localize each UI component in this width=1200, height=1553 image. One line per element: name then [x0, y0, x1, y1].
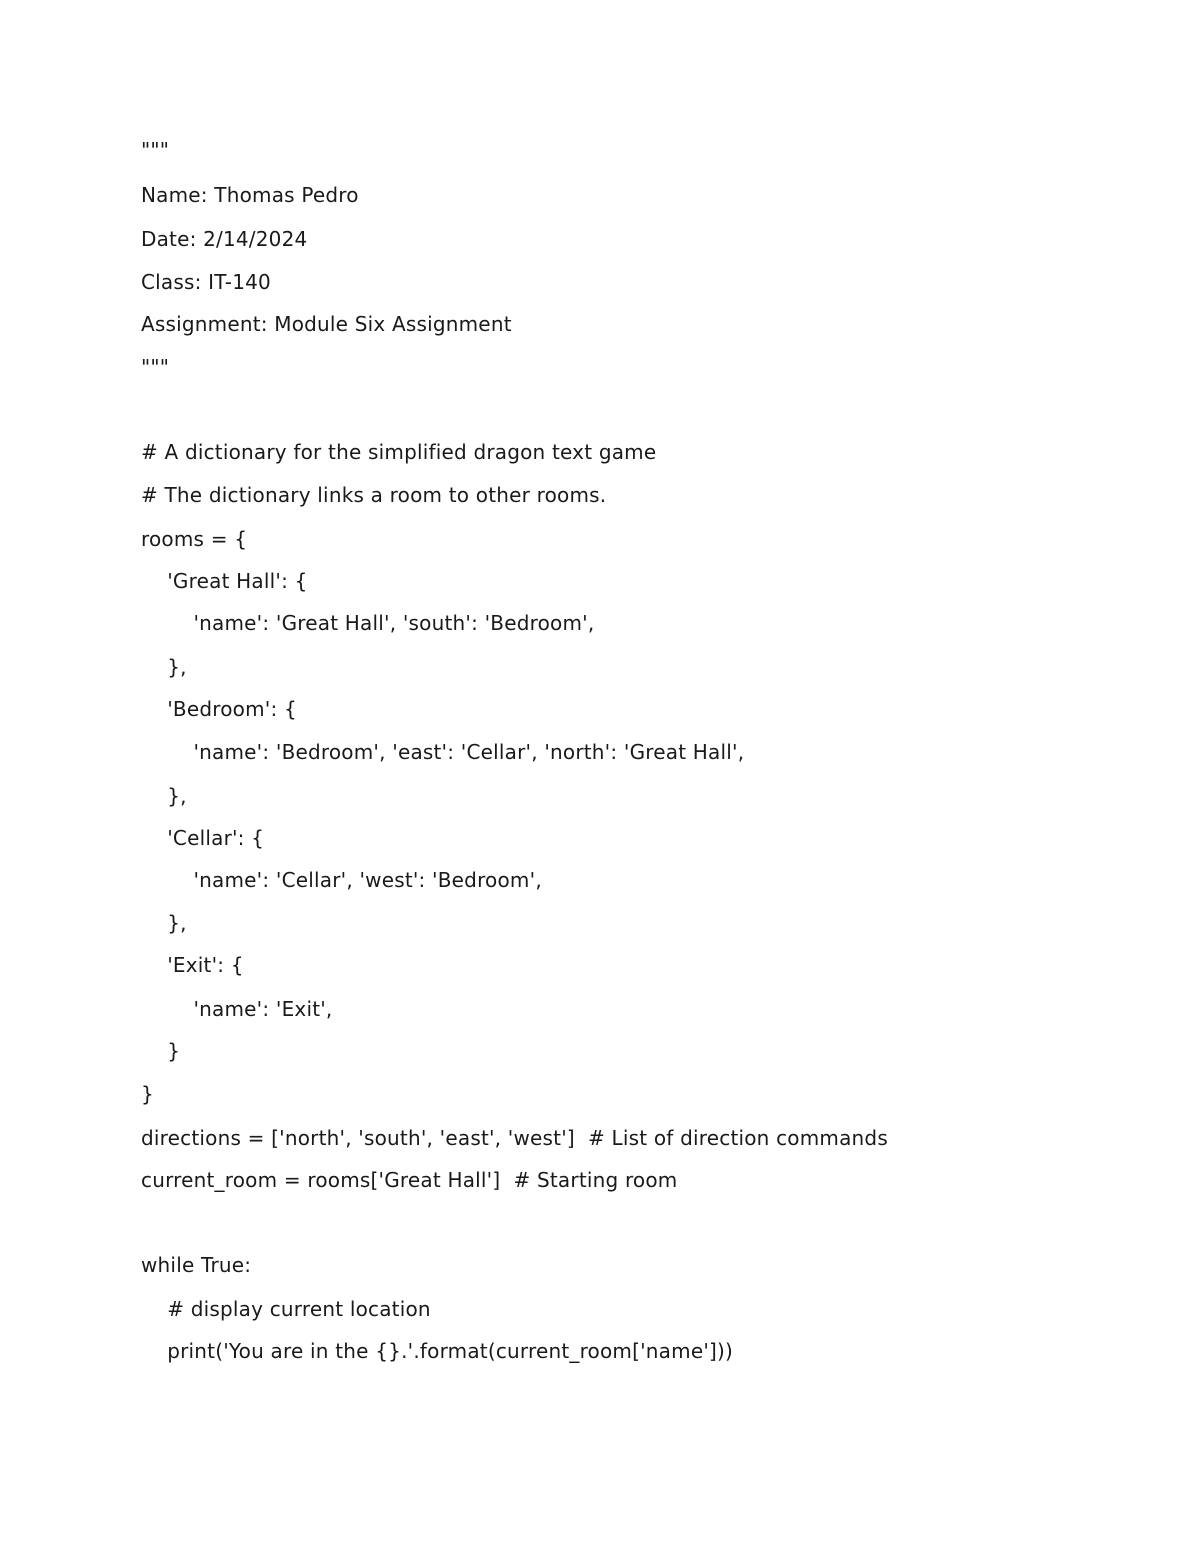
code-line: Assignment: Module Six Assignment [141, 312, 512, 336]
code-line: # A dictionary for the simplified dragon text game [141, 440, 657, 464]
code-line: Class: IT-140 [141, 270, 271, 294]
code-line: 'Exit': { [141, 953, 244, 977]
code-line: 'Cellar': { [141, 826, 265, 850]
code-line: } [141, 1039, 181, 1063]
code-line: print('You are in the {}.'.format(current_room['name'])) [141, 1339, 734, 1363]
code-line: 'name': 'Cellar', 'west': 'Bedroom', [141, 868, 542, 892]
code-line: # display current location [141, 1297, 431, 1321]
code-line: # The dictionary links a room to other rooms. [141, 483, 607, 507]
code-line: }, [141, 784, 187, 808]
code-line: 'name': 'Great Hall', 'south': 'Bedroom', [141, 611, 595, 635]
code-line: current_room = rooms['Great Hall'] # Starting room [141, 1168, 678, 1192]
code-line: rooms = { [141, 527, 248, 551]
code-line: Date: 2/14/2024 [141, 227, 308, 251]
code-line: 'name': 'Exit', [141, 997, 333, 1021]
code-line: }, [141, 911, 187, 935]
code-line: directions = ['north', 'south', 'east', 'west'] # List of direction commands [141, 1126, 888, 1150]
code-line: } [141, 1082, 154, 1106]
code-line: """ [141, 138, 170, 162]
code-line: Name: Thomas Pedro [141, 183, 359, 207]
code-line: """ [141, 355, 170, 379]
code-line: 'Bedroom': { [141, 697, 297, 721]
code-line: }, [141, 655, 187, 679]
code-line: while True: [141, 1253, 252, 1277]
code-line: 'name': 'Bedroom', 'east': 'Cellar', 'north': 'Great Hall', [141, 740, 745, 764]
code-line: 'Great Hall': { [141, 569, 308, 593]
